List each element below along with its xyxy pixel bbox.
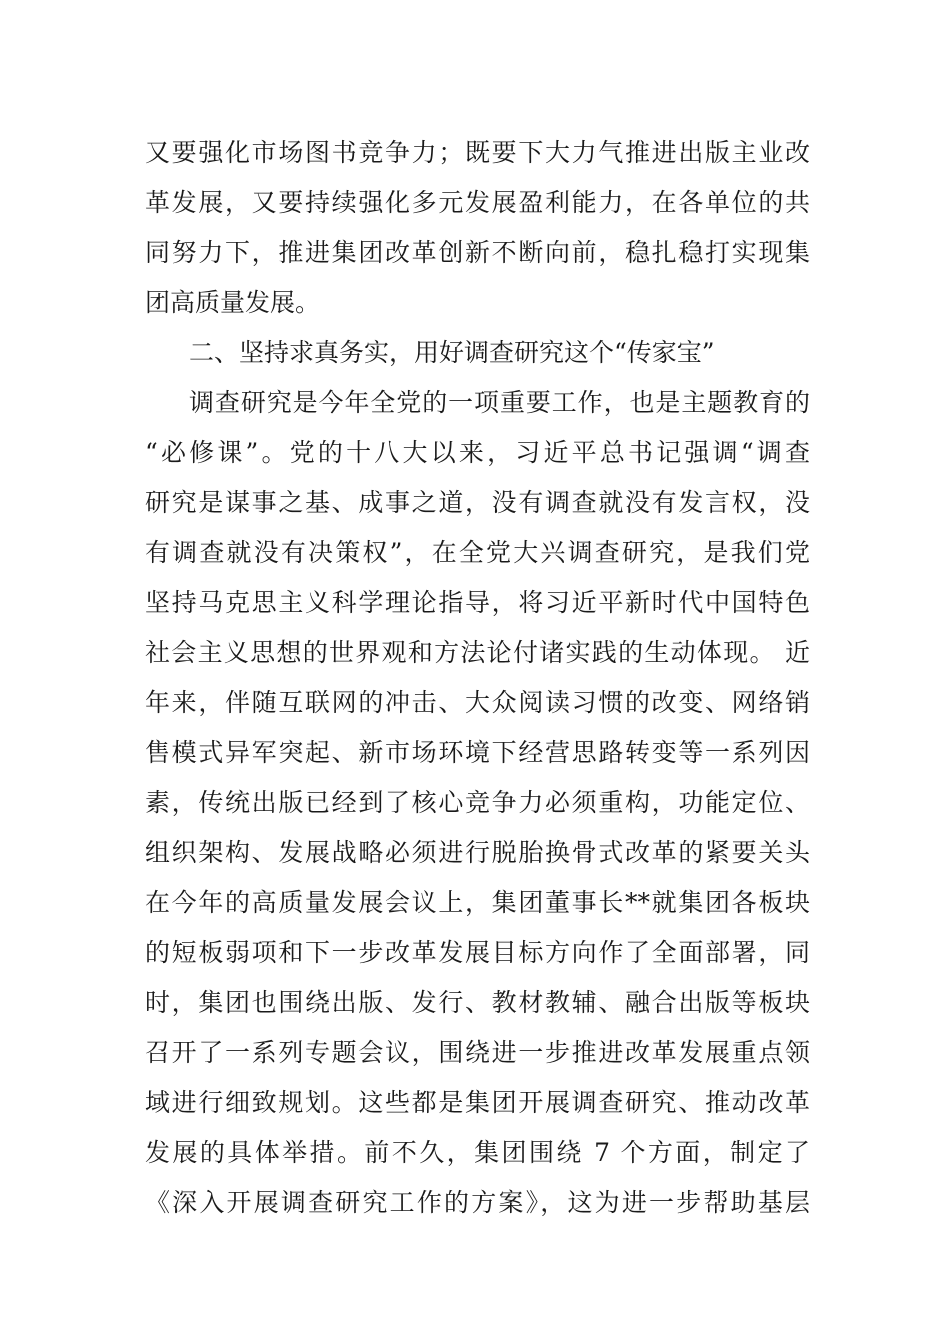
text-line: 《深入开展调查研究工作的方案》，这为进一步帮助基层: [145, 1188, 810, 1217]
section-heading: 二、坚持求真务实，用好调查研究这个“传家宝”: [189, 338, 715, 367]
text-line: 素，传统出版已经到了核心竞争力必须重构，功能定位、: [145, 788, 810, 817]
text-line: 在今年的高质量发展会议上，集团董事长**就集团各板块: [145, 888, 810, 917]
text-line: 革发展，又要持续强化多元发展盈利能力，在各单位的共: [145, 188, 810, 217]
text-line: 团高质量发展。: [145, 288, 321, 317]
text-line: 有调查就没有决策权”，在全党大兴调查研究，是我们党: [145, 538, 810, 567]
paragraph-continuation: [145, 128, 810, 328]
text-line: 坚持马克思主义科学理论指导，将习近平新时代中国特色: [145, 588, 810, 617]
text-line: 域进行细致规划。这些都是集团开展调查研究、推动改革: [145, 1088, 810, 1117]
text-line: 的短板弱项和下一步改革发展目标方向作了全面部署，同: [145, 938, 810, 967]
document-body: [145, 128, 810, 1228]
text-line: 调查研究是今年全党的一项重要工作，也是主题教育的: [189, 388, 810, 417]
text-line: 年来，伴随互联网的冲击、大众阅读习惯的改变、网络销: [145, 688, 810, 717]
text-line: “必修课”。党的十八大以来，习近平总书记强调“调查: [145, 438, 810, 467]
text-line: 时，集团也围绕出版、发行、教材教辅、融合出版等板块: [145, 988, 810, 1017]
text-line: 召开了一系列专题会议，围绕进一步推进改革发展重点领: [145, 1038, 810, 1067]
text-line: 同努力下，推进集团改革创新不断向前，稳扎稳打实现集: [145, 238, 810, 267]
paragraph-research: [145, 378, 810, 1228]
text-line: 发展的具体举措。前不久，集团围绕 7 个方面，制定了: [145, 1138, 810, 1167]
text-line: 研究是谋事之基、成事之道，没有调查就没有发言权，没: [145, 488, 810, 517]
text-line: 又要强化市场图书竞争力；既要下大力气推进出版主业改: [145, 138, 810, 167]
text-line: 组织架构、发展战略必须进行脱胎换骨式改革的紧要关头: [145, 838, 810, 867]
text-line: 售模式异军突起、新市场环境下经营思路转变等一系列因: [145, 738, 810, 767]
text-line: 社会主义思想的世界观和方法论付诸实践的生动体现。 近: [145, 638, 810, 667]
